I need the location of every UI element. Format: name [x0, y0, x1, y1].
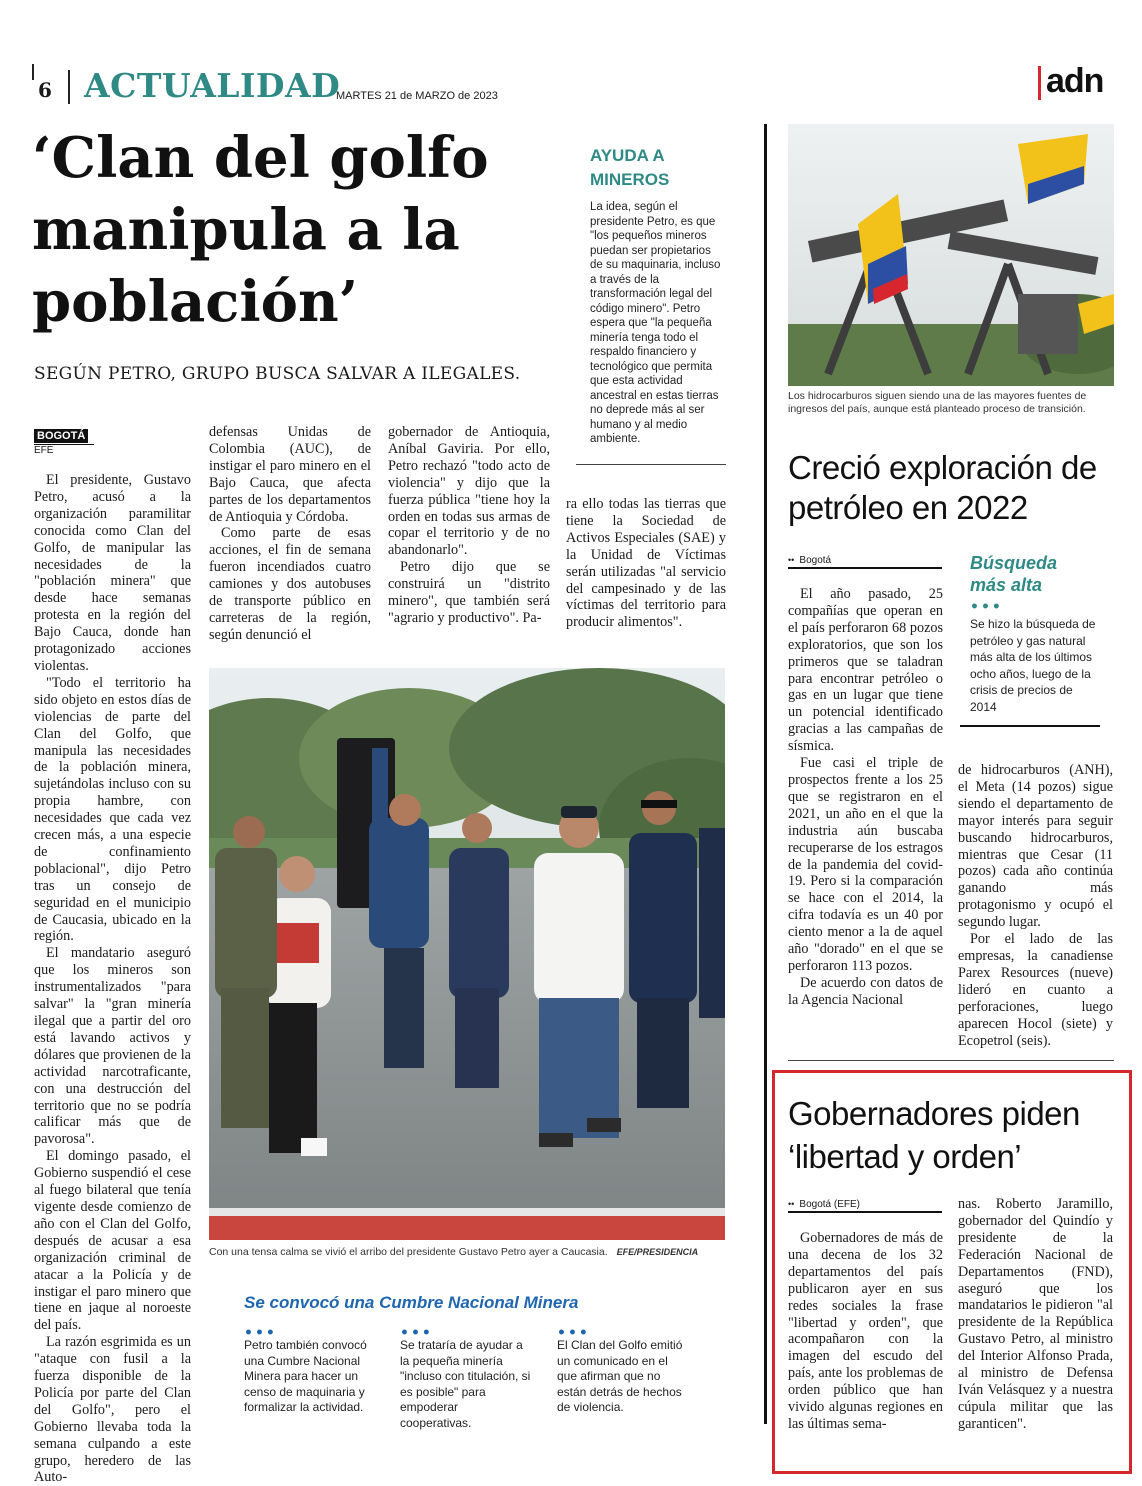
main-photo: [209, 668, 725, 1240]
paragraph: El mandatario aseguró que los mineros son instrumentalizados "para salvar" la "gran minería ilegal que a partir del oro está lavando activos y dólares que provienen de la actividad narcotraficante, con una destrucción del territorio que no se podría calificar más que de pavorosa".: [34, 945, 191, 1148]
oil-col-2: [958, 762, 1113, 1049]
paragraph: Por el lado de las empresas, la canadiense Parex Resources (nueve) lideró en cuanto a perforaciones, luego aparecen Hocol (siete) y Ecopetrol (seis).: [958, 931, 1113, 1049]
cumbre-item-text: Petro también convocó una Cumbre Nacional Minera para hacer un censo de maquinaria y formalizar la actividad.: [244, 1338, 367, 1414]
caption-text: Con una tensa calma se vivió el arribo del presidente Gustavo Petro ayer a Caucasia.: [209, 1246, 608, 1258]
gov-byline: [788, 1192, 942, 1213]
header-tick: [32, 64, 34, 80]
page-number: 6: [38, 78, 52, 102]
paragraph: gobernador de Antioquia, Aníbal Gaviria. Por ello, Petro rechazó "todo acto de violencia" y dijo que la fuerza pública "tiene hoy la orden en todas sus armas de copar el territorio y de no abandonarlo".: [388, 424, 550, 559]
main-col-3: [388, 424, 550, 627]
dots-icon: •••: [970, 599, 1003, 615]
paragraph: El domingo pasado, el Gobierno suspendió el cese al fuego bilateral que tenía vigente desde comienzo de año con el Clan del Golfo, después de acusar a esa organización criminal de atacar a la Policía y de instigar el paro minero que tiene en jaque al noroeste del país.: [34, 1148, 191, 1334]
oil-photo: [788, 124, 1114, 386]
photo-illustration: [209, 668, 725, 1240]
ayuda-text: La idea, según el presidente Petro, es que "los pequeños mineros puedan ser propietarios de su maquinaria, incluso a través de la transformación legal del código minero". Petro espera que "la pequeña minería tenga todo el respaldo financiero y tecnológico que permita que esta actividad ancestral en estas tierras no deprede más al ser humano y al medio ambiente.: [590, 201, 721, 445]
main-headline: ‘Clan del golfo manipula a la población’: [32, 125, 489, 335]
header-divider: [68, 70, 70, 104]
paragraph: "Todo el territorio ha sido objeto en estos días de violencias de parte del Clan del Golfo, que manipula las necesidades de la población minera, sujetándolas incluso con su propia hambre, con necesidades que cada vez crecen más, a una especie de confinamiento poblacional", dijo Petro tras un consejo de seguridad en el municipio de Caucasia, ubicado en la región.: [34, 674, 191, 945]
gov-col-2: [958, 1196, 1113, 1433]
dots-icon: •••: [244, 1325, 277, 1341]
cumbre-item-3: [557, 1325, 689, 1416]
oil-photo-caption: Los hidrocarburos siguen siendo una de las mayores fuentes de ingresos del país, aunque está planteado proceso de transición.: [788, 390, 1087, 415]
busqueda-box: [960, 552, 1100, 727]
paragraph: Fue casi el triple de prospectos frente a los 25 que se registraron en el 2021, un año en el que la industria aún buscaba recuperarse de los estragos de la pandemia del covid-19. Pero si la comparación se hace con el 2014, la cifra todavía es un 40 por ciento menor a la de aquel año "dorado" en el que se perforaron 113 pozos.: [788, 755, 943, 974]
oil-col-1: [788, 586, 943, 1009]
adn-logo: adn: [1046, 62, 1104, 100]
byline-dots: ••: [788, 1199, 795, 1209]
main-col-1: [34, 472, 191, 1486]
oil-headline: Creció exploración de petróleo en 2022: [788, 449, 1097, 526]
paragraph: defensas Unidas de Colombia (AUC), de instigar el paro minero en el Bajo Cauca, que afecta partes de los departamentos de Antioquia y Córdoba.: [209, 424, 371, 525]
cumbre-item-2: [400, 1325, 532, 1431]
paragraph: de hidrocarburos (ANH), el Meta (14 pozos) sigue siendo el departamento de mayor interés para seguir buscando hidrocarburos, mientras que Cesar (11 pozos) cada año continúa ganando más protagonismo y ocupó el segundo lugar.: [958, 762, 1113, 931]
cumbre-item-text: El Clan del Golfo emitió un comunicado en el que afirman que no están detrás de hechos de violencia.: [557, 1338, 683, 1414]
byline-text: Bogotá (EFE): [799, 1199, 860, 1210]
main-byline: [34, 424, 94, 457]
paragraph: Gobernadores de más de una decena de los 32 departamentos del país publicaron ayer en sus redes sociales la frase "libertad y orden", que acompañaron con la imagen del escudo del país, ante los problemas de orden público que han vivido algunas regiones en las últimas sema-: [788, 1230, 943, 1432]
ayuda-title: AYUDA A MINEROS: [590, 146, 670, 189]
paragraph: ra ello todas las tierras que tiene la Sociedad de Activos Especiales (SAE) y la Unidad de Víctimas serán utilizadas "al servicio del campesinado y de las víctimas del territorio para producir alimentos".: [566, 496, 726, 631]
paragraph: El año pasado, 25 compañías que operan en el país perforaron 68 pozos exploratorios, que son los primeros que se taladran para encontrar petróleo o gas en un lugar que tiene un potencial identificado gracias a las campañas de sísmica.: [788, 586, 943, 755]
section-title: ACTUALIDAD: [84, 66, 341, 105]
issue-date: MARTES 21 de MARZO de 2023: [336, 90, 498, 102]
gov-headline: Gobernadores piden ‘libertad y orden’: [788, 1095, 1080, 1175]
paragraph: La razón esgrimida es un "ataque con fusil a la fuerza disponible de la Policía por parte del Clan del Golfo", pero el Gobierno llevaba toda la semana culpando a este grupo, heredero de las Auto-: [34, 1334, 191, 1486]
oil-photo-illustration: [788, 124, 1114, 386]
gov-col-1: [788, 1230, 943, 1433]
paragraph: Petro dijo que se construirá un "distrito minero", que también será "agrario y productivo". Pa-: [388, 559, 550, 626]
busqueda-title: Búsqueda más alta: [970, 553, 1058, 595]
main-subhead: SEGÚN PETRO, GRUPO BUSCA SALVAR A ILEGALES.: [34, 364, 521, 384]
main-col-4: [566, 496, 726, 631]
logo-bar: [1038, 66, 1041, 100]
byline-dots: ••: [788, 555, 795, 565]
ayuda-divider: [576, 464, 726, 465]
oil-byline: [788, 548, 942, 569]
cumbre-title: Se convocó una Cumbre Nacional Minera: [244, 1293, 579, 1312]
paragraph: De acuerdo con datos de la Agencia Nacional: [788, 974, 943, 1008]
paragraph: nas. Roberto Jaramillo, gobernador del Quindío y presidente de la Federación Nacional de Departamentos (FND), aseguró que los mandatarios le pidieron "al presidente de la República Gustavo Petro, al ministro del Interior Alfonso Prada, al ministro de Defensa Iván Velásquez y a nuestra cúpula militar que las garanticen".: [958, 1196, 1113, 1432]
column-rule: [764, 124, 767, 1424]
byline-text: Bogotá: [799, 555, 832, 566]
photo-caption: [209, 1246, 729, 1258]
location-tag: BOGOTÁ: [34, 429, 88, 443]
dots-icon: •••: [400, 1325, 433, 1341]
page-header: [30, 62, 1120, 107]
paragraph: El presidente, Gustavo Petro, acusó a la organización paramilitar conocida como Clan del Golfo, de manipular las necesidades de la "población minera" que desde hace semanas protesta en la región del Bajo Cauca, donde han protagonizado acciones violentas.: [34, 472, 191, 674]
busqueda-text: Se hizo la búsqueda de petróleo y gas natural más alta de los últimos ocho años, luego de la crisis de precios de 2014: [970, 617, 1096, 714]
cumbre-item-1: [244, 1325, 376, 1416]
main-col-2: [209, 424, 371, 644]
caption-credit: EFE/PRESIDENCIA: [616, 1247, 699, 1257]
cumbre-item-text: Se trataría de ayudar a la pequeña minería "incluso con titulación, si es posible" para empoderar cooperativas.: [400, 1338, 531, 1430]
agency-tag: EFE: [34, 444, 94, 457]
paragraph: Como parte de esas acciones, el fin de semana fueron incendiados cuatro camiones y dos autobuses de transporte público en carreteras de la región, según denunció el: [209, 525, 371, 643]
oil-divider: [788, 1060, 1114, 1061]
dots-icon: •••: [557, 1325, 590, 1341]
